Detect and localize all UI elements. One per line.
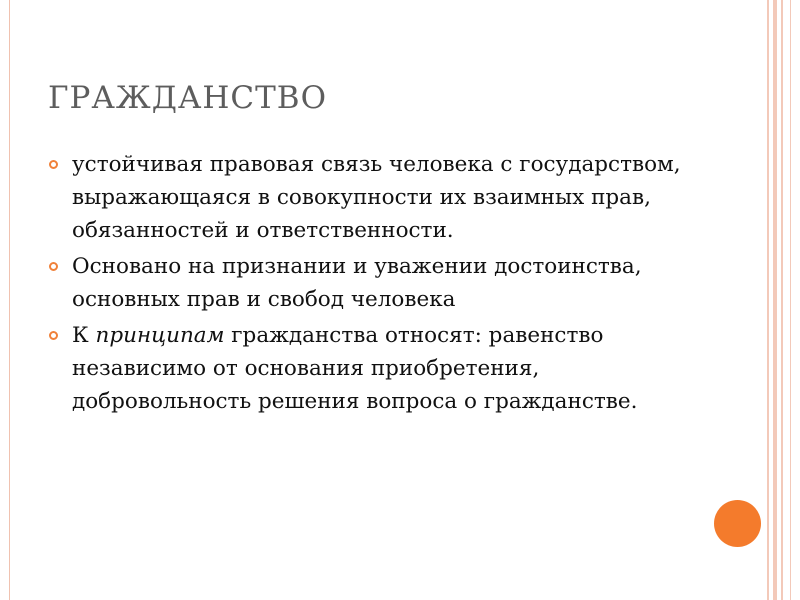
bullet-circle-icon	[49, 262, 58, 271]
decorative-orange-circle	[714, 500, 761, 547]
right-decor-line	[767, 0, 769, 600]
right-decor-line	[773, 0, 777, 600]
left-decor-line	[9, 0, 10, 600]
bullet-text-prefix: К	[72, 323, 96, 348]
bullet-item	[48, 250, 708, 316]
bullet-circle-icon	[49, 331, 58, 340]
bullet-item	[48, 148, 708, 247]
bullet-list	[48, 148, 708, 421]
slide-title: ГРАЖДАНСТВО	[48, 80, 327, 116]
bullet-text-suffix: гражданства относят: равенство независимо от основания приобретения, добровольность решения вопроса о гражданстве.	[72, 323, 638, 414]
bullet-circle-icon	[49, 160, 58, 169]
right-decor-line	[781, 0, 783, 600]
bullet-text: устойчивая правовая связь человека с государством, выражающаяся в совокупности их взаимных прав, обязанностей и ответственности.	[72, 152, 681, 243]
bullet-text: Основано на признании и уважении достоинства, основных прав и свобод человека	[72, 254, 642, 312]
bullet-item	[48, 319, 708, 418]
right-decor-line	[790, 0, 791, 600]
bullet-text-emphasis: принципам	[95, 323, 225, 348]
